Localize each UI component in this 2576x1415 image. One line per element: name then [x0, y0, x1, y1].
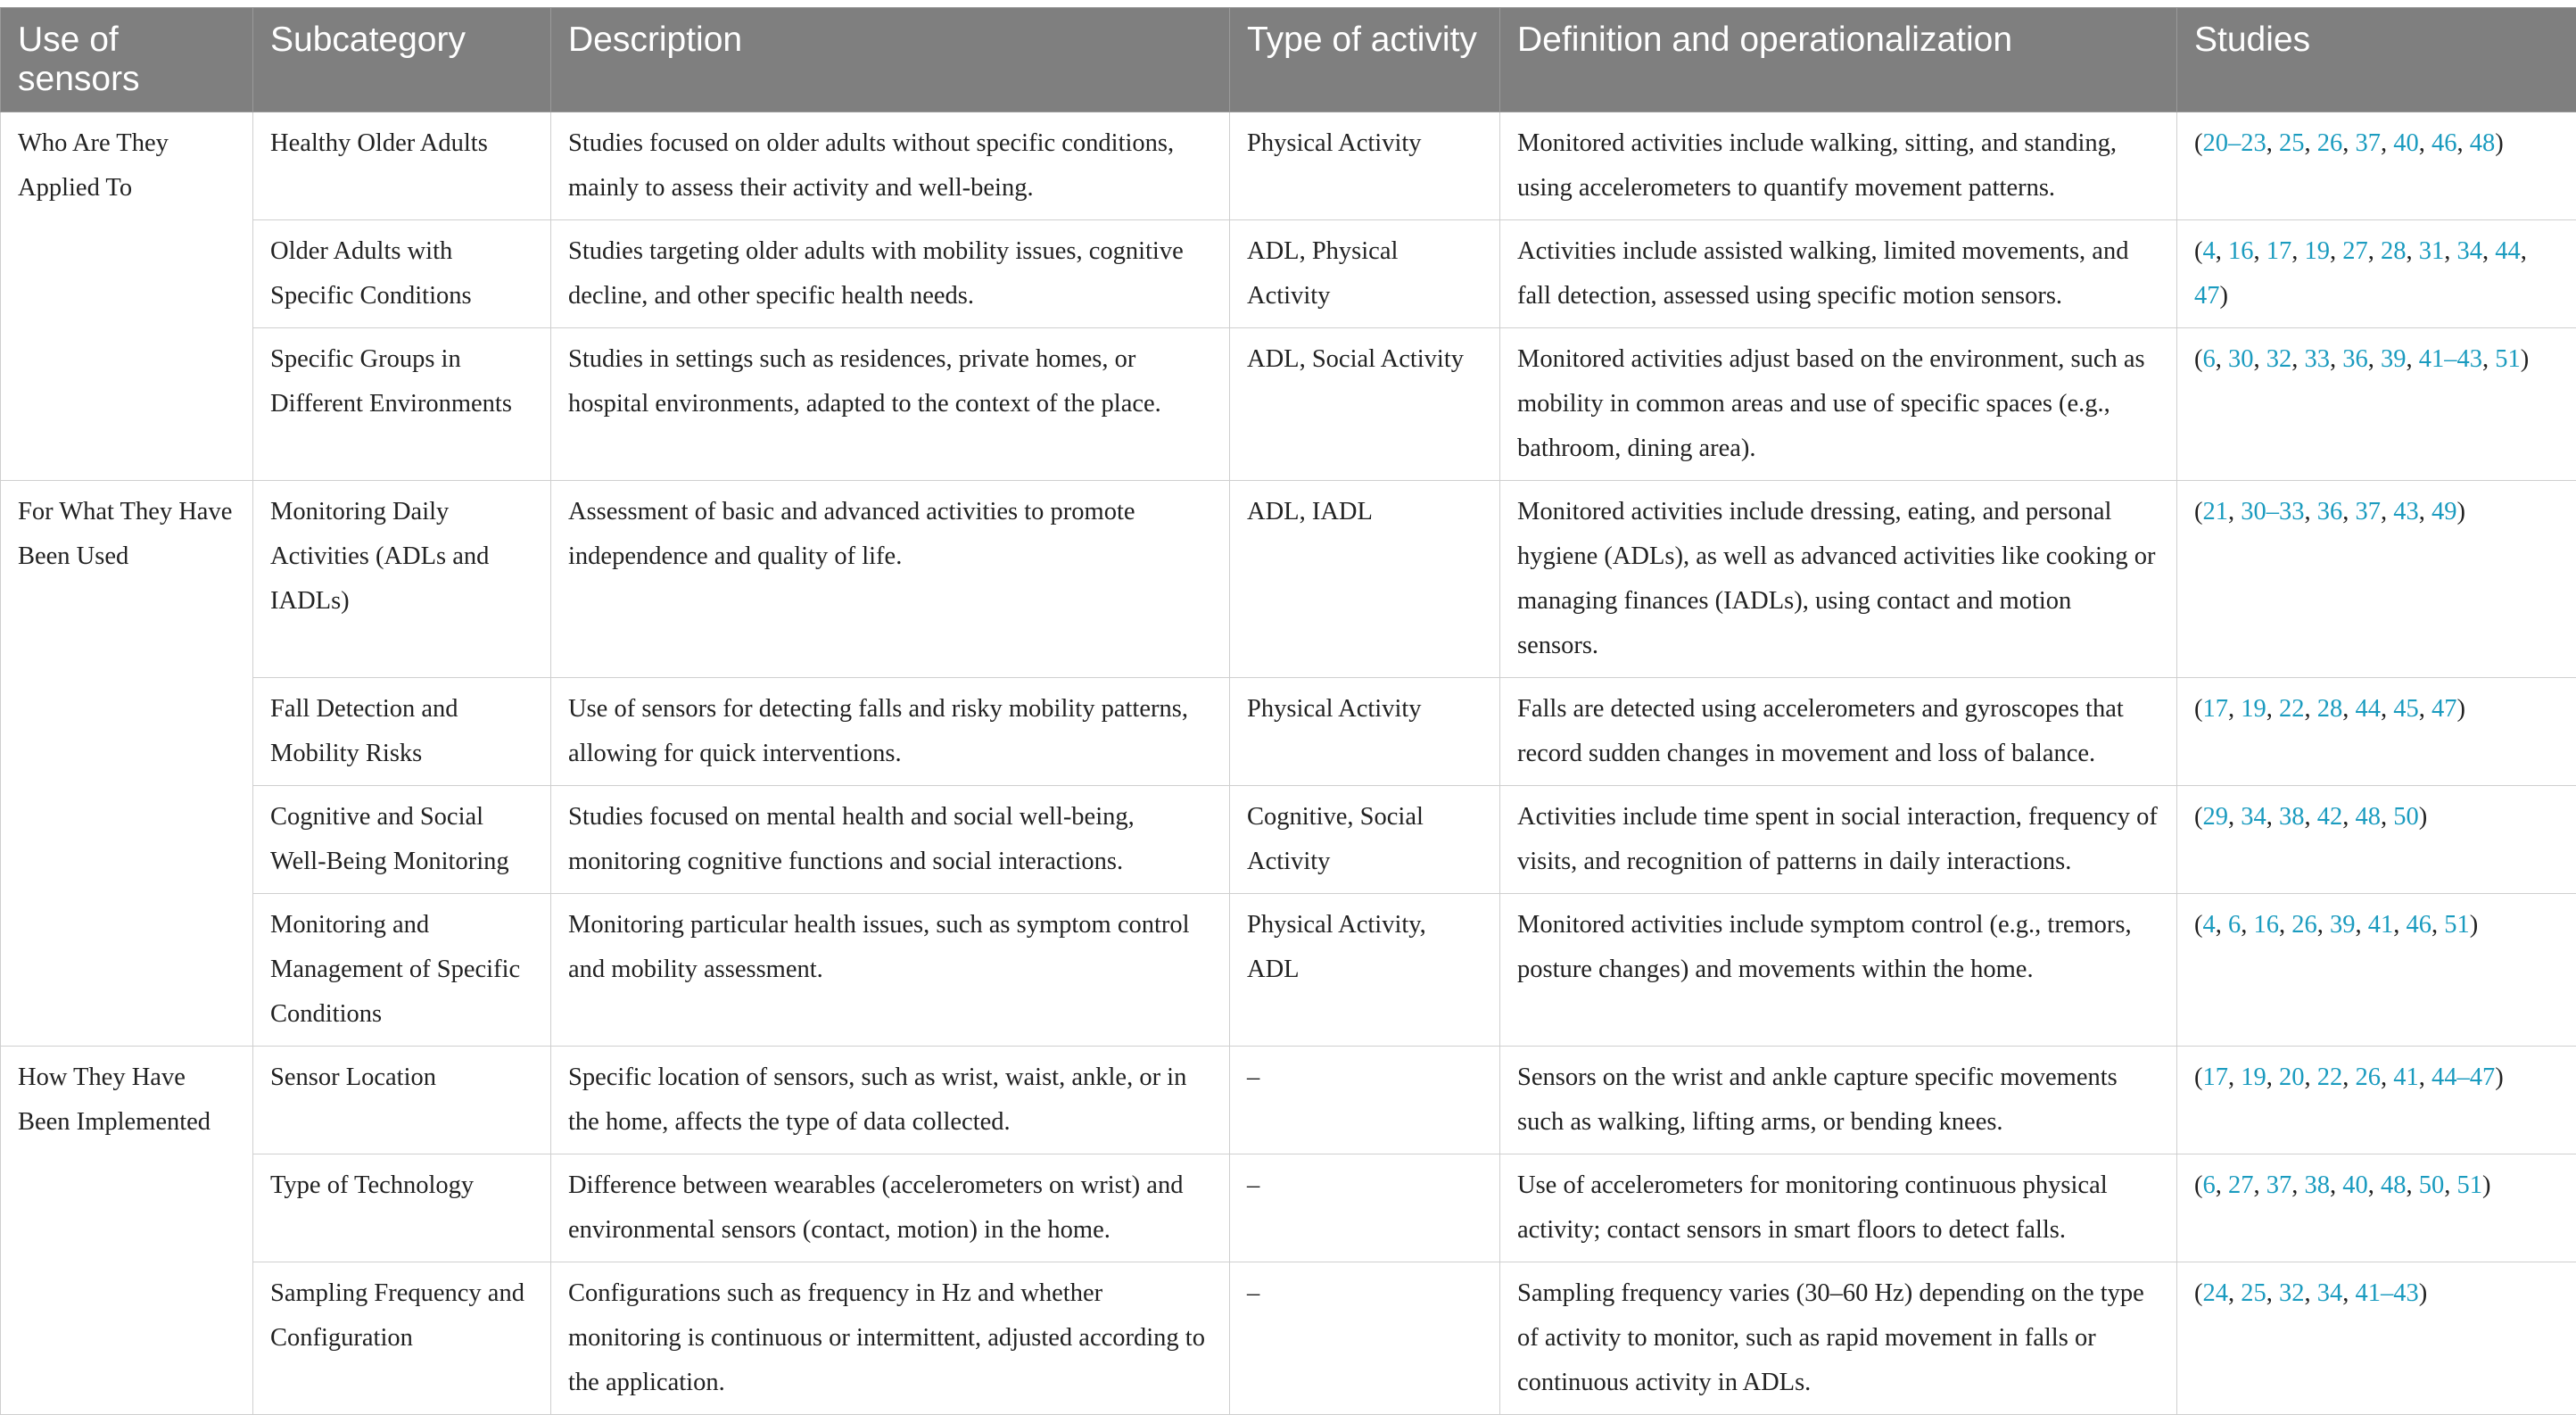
activity-type-cell: – — [1230, 1154, 1500, 1262]
reference-separator: , — [2216, 911, 2228, 939]
header-row — [1, 8, 2576, 112]
subcategory-cell: Sampling Frequency and Configuration — [253, 1262, 551, 1415]
study-reference-link[interactable]: 34 — [2457, 237, 2483, 265]
study-reference-link[interactable]: 47 — [2194, 282, 2220, 310]
description-cell: Studies in settings such as residences, private homes, or hospital environments, adapted to the context of the place. — [551, 328, 1230, 481]
description-cell: Specific location of sensors, such as wrist, waist, ankle, or in the home, affects the type of data collected. — [551, 1047, 1230, 1154]
table-row — [1, 678, 2576, 786]
study-reference-link[interactable]: 27 — [2228, 1171, 2254, 1199]
study-reference-link[interactable]: 4 — [2203, 237, 2216, 265]
study-reference-link[interactable]: 41 — [2368, 911, 2394, 939]
paren-open: ( — [2194, 129, 2203, 157]
paren-open: ( — [2194, 695, 2203, 723]
reference-separator: , — [2444, 1171, 2456, 1199]
reference-separator: , — [2419, 498, 2432, 525]
reference-separator: , — [2381, 1063, 2393, 1091]
reference-separator: , — [2356, 911, 2368, 939]
study-reference-link[interactable]: 17 — [2266, 237, 2292, 265]
reference-separator: , — [2254, 237, 2266, 265]
reference-separator: , — [2254, 1171, 2266, 1199]
study-reference-link[interactable]: 25 — [2279, 129, 2305, 157]
reference-separator: , — [2317, 911, 2330, 939]
reference-separator: , — [2407, 345, 2419, 373]
reference-separator: , — [2279, 911, 2291, 939]
study-reference-link[interactable]: 38 — [2279, 803, 2305, 831]
study-reference-link[interactable]: 48 — [2470, 129, 2496, 157]
study-reference-link[interactable]: 28 — [2317, 695, 2343, 723]
study-reference-link[interactable]: 29 — [2203, 803, 2229, 831]
study-reference-link[interactable]: 51 — [2444, 911, 2470, 939]
reference-separator: , — [2407, 237, 2419, 265]
reference-separator: , — [2407, 1171, 2419, 1199]
definition-cell: Falls are detected using accelerometers and gyroscopes that record sudden changes in movement and loss of balance. — [1500, 678, 2177, 786]
study-reference-link[interactable]: 46 — [2432, 129, 2457, 157]
study-reference-link[interactable]: 19 — [2241, 1063, 2266, 1091]
study-reference-link[interactable]: 41–43 — [2419, 345, 2482, 373]
study-reference-link[interactable]: 39 — [2381, 345, 2407, 373]
paren-close: ) — [2457, 498, 2466, 525]
reference-separator: , — [2330, 1171, 2342, 1199]
study-reference-link[interactable]: 25 — [2241, 1279, 2266, 1307]
study-reference-link[interactable]: 48 — [2381, 1171, 2407, 1199]
study-reference-link[interactable]: 34 — [2241, 803, 2266, 831]
definition-cell: Activities include time spent in social interaction, frequency of visits, and recognition of patterns in daily interactions. — [1500, 786, 2177, 894]
description-cell: Studies targeting older adults with mobility issues, cognitive decline, and other specific health needs. — [551, 220, 1230, 328]
header-studies: Studies — [2177, 8, 2576, 112]
reference-separator: , — [2305, 1063, 2317, 1091]
definition-cell: Sampling frequency varies (30–60 Hz) depending on the type of activity to monitor, such as rapid movement in falls or continuous activity in ADLs. — [1500, 1262, 2177, 1415]
study-reference-link[interactable]: 40 — [2393, 129, 2419, 157]
study-reference-link[interactable]: 4 — [2203, 911, 2216, 939]
reference-separator: , — [2482, 345, 2495, 373]
description-cell: Studies focused on mental health and social well-being, monitoring cognitive functions and social interactions. — [551, 786, 1230, 894]
paren-close: ) — [2419, 803, 2428, 831]
study-reference-link[interactable]: 16 — [2228, 237, 2254, 265]
reference-separator: , — [2305, 1279, 2317, 1307]
paren-open: ( — [2194, 1171, 2203, 1199]
reference-separator: , — [2381, 803, 2393, 831]
subcategory-cell: Type of Technology — [253, 1154, 551, 1262]
description-cell: Assessment of basic and advanced activities to promote independence and quality of life. — [551, 481, 1230, 678]
reference-separator: , — [2342, 1279, 2355, 1307]
study-reference-link[interactable]: 44 — [2356, 695, 2382, 723]
reference-separator: , — [2381, 129, 2393, 157]
study-reference-link[interactable]: 47 — [2432, 695, 2457, 723]
reference-separator: , — [2241, 911, 2253, 939]
study-reference-link[interactable]: 34 — [2317, 1279, 2343, 1307]
header-definition: Definition and operationalization — [1500, 8, 2177, 112]
activity-type-cell: ADL, Social Activity — [1230, 328, 1500, 481]
activity-type-cell: ADL, Physical Activity — [1230, 220, 1500, 328]
study-reference-link[interactable]: 6 — [2203, 1171, 2216, 1199]
study-reference-link[interactable]: 44–47 — [2432, 1063, 2495, 1091]
paren-open: ( — [2194, 1063, 2203, 1091]
reference-separator: , — [2291, 345, 2304, 373]
study-reference-link[interactable]: 17 — [2203, 695, 2229, 723]
studies-cell — [2177, 786, 2576, 894]
reference-separator: , — [2216, 237, 2228, 265]
reference-separator: , — [2368, 1171, 2381, 1199]
activity-type-cell: Physical Activity — [1230, 678, 1500, 786]
reference-separator: , — [2342, 129, 2355, 157]
study-reference-link[interactable]: 37 — [2266, 1171, 2292, 1199]
study-reference-link[interactable]: 37 — [2356, 129, 2382, 157]
paren-close: ) — [2457, 695, 2466, 723]
study-reference-link[interactable]: 51 — [2495, 345, 2521, 373]
reference-separator: , — [2381, 695, 2393, 723]
reference-separator: , — [2228, 1063, 2241, 1091]
activity-type-cell: Physical Activity, ADL — [1230, 894, 1500, 1047]
study-reference-link[interactable]: 46 — [2407, 911, 2432, 939]
study-reference-link[interactable]: 41–43 — [2356, 1279, 2419, 1307]
reference-separator: , — [2393, 911, 2406, 939]
study-reference-link[interactable]: 32 — [2279, 1279, 2305, 1307]
study-reference-link[interactable]: 19 — [2241, 695, 2266, 723]
reference-separator: , — [2305, 498, 2317, 525]
definition-cell: Monitored activities include symptom control (e.g., tremors, posture changes) and movements within the home. — [1500, 894, 2177, 1047]
reference-separator: , — [2266, 803, 2279, 831]
study-reference-link[interactable]: 21 — [2203, 498, 2229, 525]
study-reference-link[interactable]: 31 — [2419, 237, 2445, 265]
reference-separator: , — [2419, 695, 2432, 723]
reference-separator: , — [2368, 237, 2381, 265]
reference-separator: , — [2291, 1171, 2304, 1199]
study-reference-link[interactable]: 30 — [2228, 345, 2254, 373]
reference-separator: , — [2419, 1063, 2432, 1091]
table-row — [1, 220, 2576, 328]
category-cell: For What They Have Been Used — [1, 481, 253, 1047]
study-reference-link[interactable]: 49 — [2432, 498, 2457, 525]
reference-separator: , — [2216, 1171, 2228, 1199]
subcategory-cell: Sensor Location — [253, 1047, 551, 1154]
reference-separator: , — [2228, 803, 2241, 831]
header-description: Description — [551, 8, 1230, 112]
reference-separator: , — [2419, 129, 2432, 157]
reference-separator: , — [2330, 345, 2342, 373]
reference-separator: , — [2305, 695, 2317, 723]
activity-type-cell: ADL, IADL — [1230, 481, 1500, 678]
study-reference-link[interactable]: 27 — [2342, 237, 2368, 265]
subcategory-cell: Fall Detection and Mobility Risks — [253, 678, 551, 786]
studies-cell — [2177, 1262, 2576, 1415]
sensor-use-table — [0, 7, 2576, 1415]
study-reference-link[interactable]: 6 — [2228, 911, 2241, 939]
table-row — [1, 894, 2576, 1047]
study-reference-link[interactable]: 40 — [2342, 1171, 2368, 1199]
study-reference-link[interactable]: 24 — [2203, 1279, 2229, 1307]
reference-separator: , — [2482, 237, 2495, 265]
study-reference-link[interactable]: 48 — [2356, 803, 2382, 831]
definition-cell: Sensors on the wrist and ankle capture specific movements such as walking, lifting arms, or bending knees. — [1500, 1047, 2177, 1154]
study-reference-link[interactable]: 33 — [2305, 345, 2331, 373]
paren-open: ( — [2194, 498, 2203, 525]
study-reference-link[interactable]: 16 — [2254, 911, 2280, 939]
paren-open: ( — [2194, 911, 2203, 939]
header-type-of-activity: Type of activity — [1230, 8, 1500, 112]
definition-cell: Use of accelerometers for monitoring continuous physical activity; contact sensors in smart floors to detect falls. — [1500, 1154, 2177, 1262]
reference-separator: , — [2342, 498, 2355, 525]
description-cell: Difference between wearables (accelerometers on wrist) and environmental sensors (contact, motion) in the home. — [551, 1154, 1230, 1262]
activity-type-cell: Physical Activity — [1230, 112, 1500, 220]
study-reference-link[interactable]: 20 — [2279, 1063, 2305, 1091]
study-reference-link[interactable]: 45 — [2393, 695, 2419, 723]
paren-close: ) — [2419, 1279, 2428, 1307]
paren-close: ) — [2482, 1171, 2491, 1199]
category-cell: Who Are They Applied To — [1, 112, 253, 481]
table-row — [1, 1262, 2576, 1415]
studies-cell — [2177, 1154, 2576, 1262]
description-cell: Configurations such as frequency in Hz and whether monitoring is continuous or intermittent, adjusted according to the application. — [551, 1262, 1230, 1415]
reference-separator: , — [2381, 498, 2393, 525]
reference-separator: , — [2521, 237, 2527, 265]
paren-open: ( — [2194, 803, 2203, 831]
study-reference-link[interactable]: 30–33 — [2241, 498, 2304, 525]
study-reference-link[interactable]: 36 — [2317, 498, 2343, 525]
reference-separator: , — [2228, 695, 2241, 723]
definition-cell: Monitored activities include walking, sitting, and standing, using accelerometers to quantify movement patterns. — [1500, 112, 2177, 220]
study-reference-link[interactable]: 19 — [2305, 237, 2331, 265]
reference-separator: , — [2254, 345, 2266, 373]
study-reference-link[interactable]: 51 — [2457, 1171, 2483, 1199]
table-row — [1, 328, 2576, 481]
paren-open: ( — [2194, 237, 2203, 265]
reference-separator: , — [2228, 1279, 2241, 1307]
study-reference-link[interactable]: 50 — [2419, 1171, 2445, 1199]
description-cell: Studies focused on older adults without specific conditions, mainly to assess their activity and well-being. — [551, 112, 1230, 220]
description-cell: Use of sensors for detecting falls and risky mobility patterns, allowing for quick interventions. — [551, 678, 1230, 786]
reference-separator: , — [2228, 498, 2241, 525]
reference-separator: , — [2266, 1063, 2279, 1091]
subcategory-cell: Monitoring Daily Activities (ADLs and IADLs) — [253, 481, 551, 678]
reference-separator: , — [2342, 695, 2355, 723]
study-reference-link[interactable]: 26 — [2291, 911, 2317, 939]
reference-separator: , — [2330, 237, 2342, 265]
definition-cell: Monitored activities adjust based on the environment, such as mobility in common areas and use of specific spaces (e.g., bathroom, dining area). — [1500, 328, 2177, 481]
table-row — [1, 786, 2576, 894]
paren-open: ( — [2194, 1279, 2203, 1307]
study-reference-link[interactable]: 32 — [2266, 345, 2292, 373]
paren-open: ( — [2194, 345, 2203, 373]
reference-separator: , — [2266, 695, 2279, 723]
studies-cell — [2177, 894, 2576, 1047]
reference-separator: , — [2305, 803, 2317, 831]
study-reference-link[interactable]: 43 — [2393, 498, 2419, 525]
table-row — [1, 1047, 2576, 1154]
studies-cell — [2177, 481, 2576, 678]
study-reference-link[interactable]: 26 — [2356, 1063, 2382, 1091]
activity-type-cell: – — [1230, 1047, 1500, 1154]
definition-cell: Monitored activities include dressing, eating, and personal hygiene (ADLs), as well as advanced activities like cooking or managing finances (IADLs), using contact and motion sensors. — [1500, 481, 2177, 678]
reference-separator: , — [2444, 237, 2456, 265]
study-reference-link[interactable]: 22 — [2279, 695, 2305, 723]
definition-cell: Activities include assisted walking, limited movements, and fall detection, assessed using specific motion sensors. — [1500, 220, 2177, 328]
study-reference-link[interactable]: 6 — [2203, 345, 2216, 373]
activity-type-cell: Cognitive, Social Activity — [1230, 786, 1500, 894]
subcategory-cell: Monitoring and Management of Specific Conditions — [253, 894, 551, 1047]
study-reference-link[interactable]: 20–23 — [2203, 129, 2266, 157]
category-cell: How They Have Been Implemented — [1, 1047, 253, 1415]
reference-separator: , — [2216, 345, 2228, 373]
reference-separator: , — [2291, 237, 2304, 265]
study-reference-link[interactable]: 22 — [2317, 1063, 2343, 1091]
studies-cell — [2177, 220, 2576, 328]
studies-cell — [2177, 112, 2576, 220]
subcategory-cell: Older Adults with Specific Conditions — [253, 220, 551, 328]
header-subcategory: Subcategory — [253, 8, 551, 112]
studies-cell — [2177, 1047, 2576, 1154]
study-reference-link[interactable]: 42 — [2317, 803, 2343, 831]
subcategory-cell: Specific Groups in Different Environments — [253, 328, 551, 481]
reference-separator: , — [2266, 129, 2279, 157]
reference-separator: , — [2368, 345, 2381, 373]
study-reference-link[interactable]: 36 — [2342, 345, 2368, 373]
paren-close: ) — [2495, 129, 2504, 157]
paren-close: ) — [2521, 345, 2530, 373]
paren-close: ) — [2220, 282, 2229, 310]
header-use-of-sensors: Use of sensors — [1, 8, 253, 112]
study-reference-link[interactable]: 38 — [2305, 1171, 2331, 1199]
study-reference-link[interactable]: 50 — [2393, 803, 2419, 831]
study-reference-link[interactable]: 41 — [2393, 1063, 2419, 1091]
subcategory-cell: Cognitive and Social Well-Being Monitoring — [253, 786, 551, 894]
reference-separator: , — [2432, 911, 2444, 939]
study-reference-link[interactable]: 37 — [2356, 498, 2382, 525]
studies-cell — [2177, 678, 2576, 786]
table-row — [1, 112, 2576, 220]
paren-close: ) — [2495, 1063, 2504, 1091]
reference-separator: , — [2342, 803, 2355, 831]
study-reference-link[interactable]: 26 — [2317, 129, 2343, 157]
study-reference-link[interactable]: 17 — [2203, 1063, 2229, 1091]
study-reference-link[interactable]: 28 — [2381, 237, 2407, 265]
description-cell: Monitoring particular health issues, such as symptom control and mobility assessment. — [551, 894, 1230, 1047]
paren-close: ) — [2470, 911, 2479, 939]
activity-type-cell: – — [1230, 1262, 1500, 1415]
study-reference-link[interactable]: 44 — [2495, 237, 2521, 265]
studies-cell — [2177, 328, 2576, 481]
subcategory-cell: Healthy Older Adults — [253, 112, 551, 220]
table-row — [1, 481, 2576, 678]
table-row — [1, 1154, 2576, 1262]
study-reference-link[interactable]: 39 — [2330, 911, 2356, 939]
reference-separator: , — [2342, 1063, 2355, 1091]
reference-separator: , — [2305, 129, 2317, 157]
reference-separator: , — [2457, 129, 2470, 157]
reference-separator: , — [2266, 1279, 2279, 1307]
